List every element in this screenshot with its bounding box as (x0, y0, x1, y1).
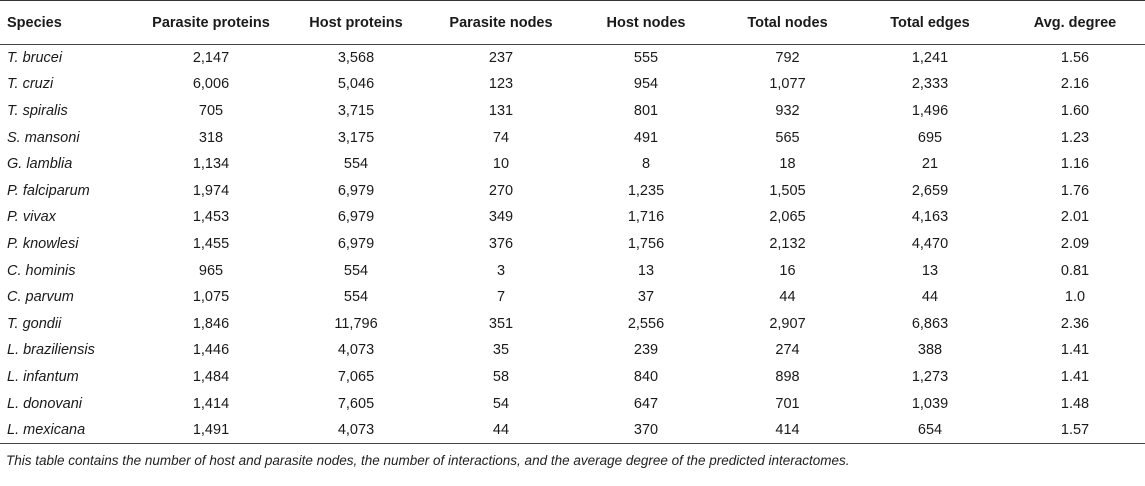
table-row (0, 284, 1145, 311)
cell-host-proteins: 5,046 (337, 76, 375, 93)
cell-parasite-nodes: 270 (488, 182, 514, 199)
table-row (0, 204, 1145, 231)
cell-host-nodes: 840 (633, 368, 659, 385)
table-row (0, 231, 1145, 258)
cell-host-nodes: 647 (633, 395, 659, 412)
cell-host-proteins: 4,073 (282, 417, 430, 444)
cell-parasite-proteins: 965 (198, 262, 224, 279)
cell-total-edges: 13 (921, 262, 939, 279)
cell-total-nodes: 2,907 (769, 315, 806, 332)
cell-avg-degree: 1.48 (1060, 395, 1090, 412)
cell-total-edges: 4,470 (911, 235, 949, 252)
table-row (0, 98, 1145, 125)
cell-total-edges: 6,863 (911, 315, 949, 332)
column-header-species: Species (0, 1, 140, 45)
column-header-host-nodes: Host nodes (572, 1, 720, 45)
cell-total-edges: 1,241 (911, 50, 949, 67)
cell-avg-degree: 1.0 (1064, 289, 1086, 306)
cell-host-proteins: 554 (343, 156, 369, 173)
cell-host-nodes: 555 (633, 50, 659, 67)
column-header-total-nodes: Total nodes (720, 1, 855, 45)
cell-species: L. mexicana (0, 417, 140, 444)
cell-total-nodes: 18 (779, 156, 796, 173)
cell-total-edges: 1,496 (911, 102, 949, 119)
column-header-parasite-nodes: Parasite nodes (430, 1, 572, 45)
cell-parasite-nodes: 349 (488, 209, 514, 226)
cell-host-nodes: 1,716 (627, 209, 665, 226)
cell-total-edges: 695 (917, 129, 943, 146)
cell-host-proteins: 7,065 (337, 368, 375, 385)
cell-avg-degree: 1.16 (1060, 156, 1090, 173)
cell-species: C. hominis (7, 262, 76, 279)
table-row (0, 71, 1145, 98)
cell-species: L. donovani (7, 395, 82, 412)
cell-parasite-proteins: 1,446 (192, 342, 230, 359)
cell-species: L. braziliensis (7, 342, 95, 359)
cell-species: T. spiralis (7, 102, 68, 119)
cell-avg-degree: 0.81 (1060, 262, 1090, 279)
cell-avg-degree: 2.36 (1060, 315, 1090, 332)
column-header-host-proteins: Host proteins (282, 1, 430, 45)
cell-parasite-proteins: 1,453 (192, 209, 230, 226)
cell-avg-degree: 1.41 (1060, 342, 1090, 359)
table-row (0, 417, 1145, 444)
cell-total-edges: 388 (917, 342, 943, 359)
table-row (0, 390, 1145, 417)
cell-species: L. infantum (7, 368, 79, 385)
cell-avg-degree: 1.57 (1005, 417, 1145, 444)
cell-total-edges: 1,039 (911, 395, 949, 412)
cell-avg-degree: 2.01 (1060, 209, 1090, 226)
cell-total-nodes: 16 (779, 262, 796, 279)
cell-total-nodes: 565 (775, 129, 800, 146)
cell-host-proteins: 7,605 (337, 395, 375, 412)
cell-host-nodes: 954 (633, 76, 659, 93)
cell-parasite-nodes: 376 (488, 235, 514, 252)
table-row (0, 364, 1145, 391)
cell-parasite-nodes: 74 (492, 129, 510, 146)
cell-total-edges: 2,659 (911, 182, 949, 199)
cell-host-nodes: 239 (633, 342, 659, 359)
cell-parasite-proteins: 1,484 (192, 368, 230, 385)
cell-total-edges: 2,333 (911, 76, 949, 93)
cell-host-proteins: 6,979 (337, 209, 375, 226)
cell-total-nodes: 1,505 (769, 182, 806, 199)
cell-host-nodes: 2,556 (627, 315, 665, 332)
cell-host-nodes: 13 (637, 262, 655, 279)
column-header-total-edges: Total edges (855, 1, 1005, 45)
cell-species: P. vivax (7, 209, 56, 226)
cell-total-nodes: 2,132 (769, 235, 806, 252)
cell-parasite-nodes: 123 (488, 76, 514, 93)
cell-total-edges: 654 (855, 417, 1005, 444)
cell-species: T. brucei (7, 50, 63, 67)
cell-parasite-proteins: 6,006 (192, 76, 230, 93)
table-row (0, 177, 1145, 204)
cell-parasite-nodes: 7 (496, 289, 506, 306)
cell-parasite-proteins: 318 (198, 129, 224, 146)
cell-parasite-proteins: 1,134 (192, 156, 230, 173)
cell-host-nodes: 801 (633, 102, 659, 119)
cell-total-nodes: 1,077 (769, 76, 806, 93)
cell-host-proteins: 6,979 (337, 235, 375, 252)
cell-parasite-proteins: 1,974 (192, 182, 230, 199)
cell-avg-degree: 2.16 (1060, 76, 1090, 93)
table-caption: This table contains the number of host and parasite nodes, the number of interactions, and the average degree of the predicted interactomes. (6, 452, 850, 468)
table-row (0, 45, 1145, 72)
table-row (0, 337, 1145, 364)
cell-host-proteins: 554 (343, 289, 369, 306)
cell-total-nodes: 898 (775, 368, 800, 385)
cell-avg-degree: 1.60 (1060, 102, 1090, 119)
cell-parasite-proteins: 1,455 (192, 235, 230, 252)
cell-parasite-proteins: 1,846 (192, 315, 230, 332)
cell-total-nodes: 44 (779, 289, 796, 306)
cell-parasite-proteins: 1,491 (140, 417, 282, 444)
table-row (0, 151, 1145, 178)
cell-species: P. knowlesi (7, 235, 79, 252)
cell-parasite-proteins: 1,075 (192, 289, 230, 306)
cell-parasite-proteins: 2,147 (192, 50, 230, 67)
cell-host-proteins: 4,073 (337, 342, 375, 359)
cell-total-nodes: 274 (775, 342, 800, 359)
cell-species: P. falciparum (7, 182, 90, 199)
cell-avg-degree: 1.41 (1060, 368, 1090, 385)
cell-avg-degree: 2.09 (1060, 235, 1090, 252)
cell-host-proteins: 554 (343, 262, 369, 279)
cell-avg-degree: 1.76 (1060, 182, 1090, 199)
cell-parasite-nodes: 237 (488, 50, 514, 67)
cell-host-nodes: 370 (572, 417, 720, 444)
cell-total-nodes: 414 (720, 417, 855, 444)
cell-species: T. cruzi (7, 76, 54, 93)
table-header (0, 1, 1145, 45)
column-header-avg-degree: Avg. degree (1005, 1, 1145, 45)
cell-host-nodes: 1,756 (627, 235, 665, 252)
cell-host-nodes: 491 (633, 129, 659, 146)
cell-parasite-nodes: 351 (488, 315, 514, 332)
header-row (0, 1, 1145, 45)
cell-host-nodes: 37 (637, 289, 655, 306)
cell-total-edges: 44 (921, 289, 939, 306)
table-row (0, 310, 1145, 337)
cell-total-nodes: 2,065 (769, 209, 806, 226)
table-body (0, 45, 1145, 444)
cell-species: T. gondii (7, 315, 62, 332)
cell-total-nodes: 932 (775, 102, 800, 119)
cell-host-proteins: 11,796 (334, 315, 378, 332)
cell-total-edges: 4,163 (911, 209, 949, 226)
cell-total-edges: 1,273 (911, 368, 949, 385)
cell-parasite-nodes: 54 (492, 395, 510, 412)
cell-total-nodes: 701 (775, 395, 800, 412)
cell-parasite-proteins: 1,414 (192, 395, 230, 412)
cell-parasite-nodes: 35 (492, 342, 510, 359)
cell-total-edges: 21 (921, 156, 939, 173)
cell-avg-degree: 1.23 (1060, 129, 1090, 146)
cell-parasite-nodes: 58 (492, 368, 510, 385)
cell-parasite-nodes: 3 (496, 262, 506, 279)
cell-species: S. mansoni (7, 129, 80, 146)
cell-host-nodes: 1,235 (627, 182, 665, 199)
cell-parasite-proteins: 705 (198, 102, 224, 119)
column-header-parasite-proteins: Parasite proteins (140, 1, 282, 45)
table-row (0, 257, 1145, 284)
cell-host-proteins: 3,715 (337, 102, 375, 119)
cell-host-proteins: 6,979 (337, 182, 375, 199)
table-row (0, 124, 1145, 151)
cell-parasite-nodes: 10 (492, 156, 510, 173)
cell-host-proteins: 3,175 (337, 129, 375, 146)
cell-parasite-nodes: 44 (430, 417, 572, 444)
cell-species: C. parvum (7, 289, 74, 306)
cell-species: G. lamblia (7, 156, 73, 173)
cell-total-nodes: 792 (775, 50, 800, 67)
cell-host-proteins: 3,568 (337, 50, 375, 67)
cell-host-nodes: 8 (641, 156, 651, 173)
cell-avg-degree: 1.56 (1060, 50, 1090, 67)
cell-parasite-nodes: 131 (488, 102, 514, 119)
